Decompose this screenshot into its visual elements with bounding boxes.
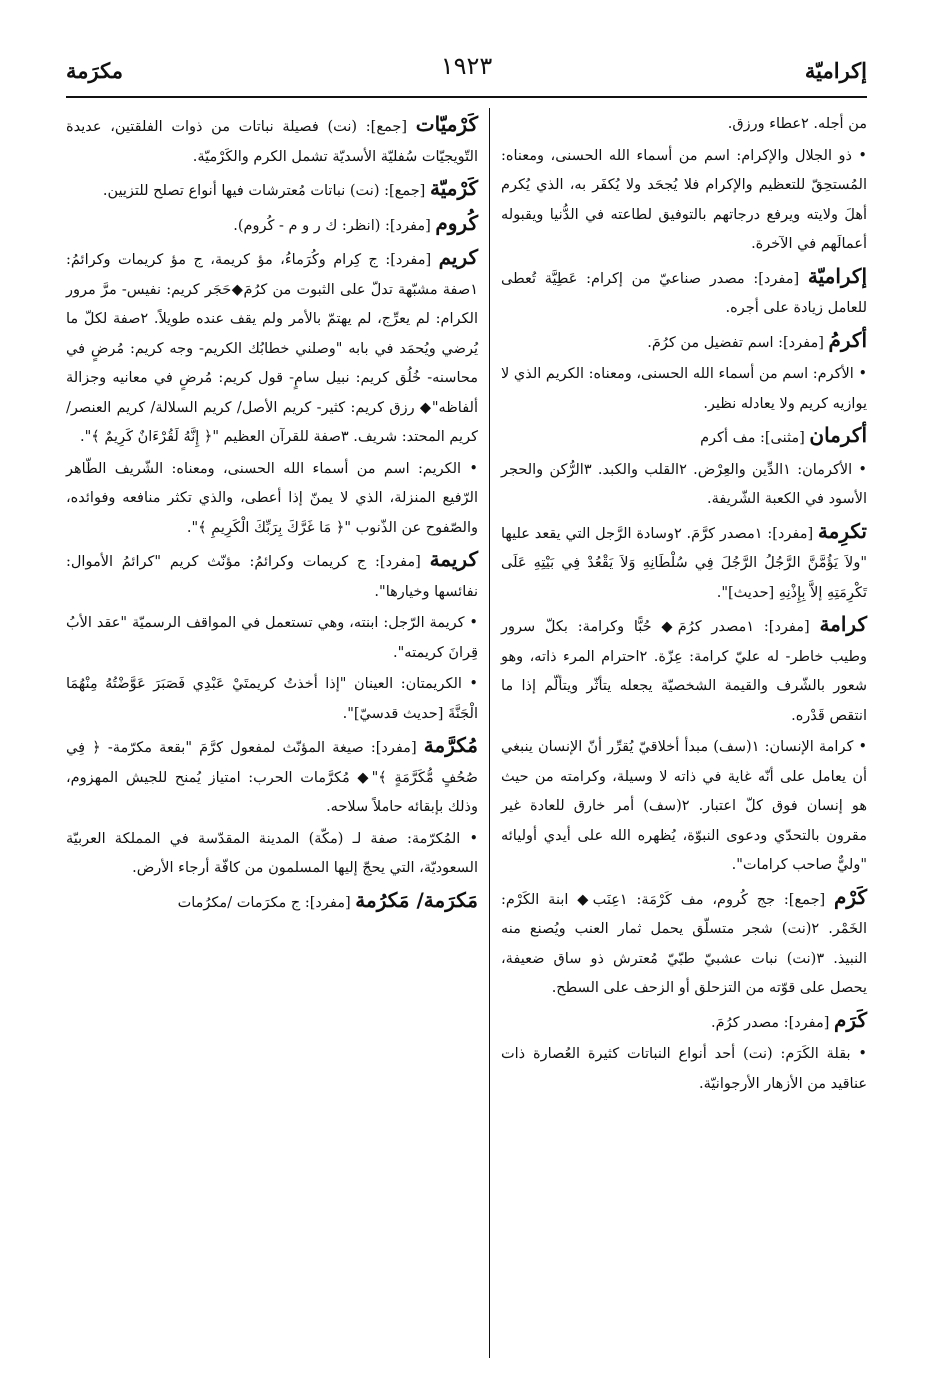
running-headword-last: مكرَمة	[66, 58, 123, 83]
page-number: ١٩٢٣	[440, 52, 493, 80]
entry	[501, 1006, 867, 1039]
entry	[66, 110, 478, 172]
entry	[66, 731, 478, 823]
entry-definition: [مفرد]: ج كريمات وكرائمُ: مؤنّث كريم "كرائمُ الأموال: نفائسها وخيارها".	[66, 554, 478, 600]
entry-lemma: كَرْميّة	[429, 176, 478, 200]
left-column	[66, 110, 478, 920]
entry	[501, 421, 867, 454]
sub-entry: • الكريم: اسم من أسماء الله الحسنى، ومعناه: الشّريف الطّاهر الرّفيع المنزلة، الذي لا يمنّ إذا أعطى، والذي تكثر منافعه وفوائده، والصّفوح عن الذّنوب "﴿ مَا غَرَّكَ بِرَبِّكَ الْكَرِيمِ ﴾".	[66, 460, 478, 536]
entry-definition: [مفرد]: ج كِرام وكُرَماءُ، مؤ كريمة، ج مؤ كريمات وكرائمُ: ١صفة مشبّهة تدلّ على الثبوت من كرُمَ◆حَجَر كريم: نفيس- مرَّ مرور الكرام: لم يعرِّج، لم يهتمّ بالأمر ولم يقف عنده طويلاً. ٢صفة لكلّ ما يُرضي ويُحمَد في بابه "وصلني خطابُك الكريم- وجه كريم: مُرضٍ في محاسنه- خُلُق كريم: نبيل سامٍ- قول كريم: مُرضٍ في معانيه وجزالة ألفاظه"◆ رزق كريم: كثير- كريم الأصل/ كريم السلالة/ كريم العنصر/ كريم المحتد: شريف. ٣صفة للقرآن العظيم "﴿ إِنَّهُ لَقُرْءَانٌ كَرِيمٌ ﴾".	[66, 252, 478, 445]
entry-definition: [مفرد]: ١مصدر كرَّمَ. ٢وسادة الرَّجل التي يقعد عليها "ولاَ يَؤُمَّنَّ الرَّجُلُ الرَّجُلَ فِي سُلْطَانِهِ وَلاَ يَقْعُدْ فِي بَيْتِهِ عَلَى تَكْرِمَتِهِ إلاَّ بِإِذْنِهِ [حديث]".	[501, 525, 867, 601]
entry-lemma: تكرِمة	[817, 518, 867, 543]
sub-entry: • بقلة الكَرَم: (نت) أحد أنواع النباتات كثيرة العُصارة ذات عناقيد من الأزهار الأرجوانيّة.	[501, 1046, 867, 1092]
entry-definition: [مفرد]: ١مصدر كرُمَ◆ حُبًّا وكرامة: بكلّ سرور وطيب خاطر- له عليّ كرامة: عِزّة. ٢احترام المرء ذاته، وهو شعور بالشّرف والقيمة الشخصيّة يجعله يتأثّر ويتألّم إذا ما انتقص قَدْره.	[501, 619, 867, 724]
entry	[66, 886, 478, 919]
entry-lemma: أكرمُ	[828, 327, 867, 352]
sub-entry: • كريمة الرّجل: ابنته، وهي تستعمل في المواقف الرسميّة "عقد الأبُ قِرانَ كريمته".	[66, 615, 478, 661]
column-divider	[489, 108, 490, 1358]
entry	[66, 209, 478, 242]
entry-lemma: أكرمان	[809, 423, 867, 447]
entry	[501, 883, 867, 1004]
header-rule	[66, 96, 867, 98]
entry-lemma: كرامة	[819, 612, 867, 636]
entry	[501, 610, 867, 731]
entry-definition: [مفرد]: مصدر كرُمَ.	[711, 1014, 835, 1031]
entry-lemma: كريم	[438, 245, 478, 269]
sub-entry: • الأكرم: اسم من أسماء الله الحسنى، ومعناه: الكريم الذي لا يوازيه كريم ولا يعادله نظير.	[501, 366, 867, 412]
page-header	[66, 52, 867, 92]
entry	[66, 545, 478, 607]
entry	[66, 243, 478, 453]
entry-definition: [مفرد]: مصدر صناعيّ من إكرام: عَطِيَّة تُعطى للعامل زيادة على أجره.	[501, 270, 867, 316]
entry-lemma: كُروم	[435, 210, 478, 235]
right-column	[501, 110, 867, 1101]
entry-definition: [جمع]: (نت) نباتات مُعترشات فيها أنواع تصلح للتزيين.	[102, 183, 430, 199]
sub-entry: • ذو الجلال والإكرام: اسم من أسماء الله الحسنى، ومعناه: المُستحِقّ للتعظيم والإكرام فلا يُجحَد ولا يُكفَر به، الذي يُكرم أهلَ ولايته ويرفع درجاتهم بالتوفيق لطاعته في الدُّنيا ويقبوله أعمالَهم في الآخرة.	[501, 147, 867, 252]
sub-entry: • الأكرمان: ١الدِّين والعِرْض. ٢القلب والكبد. ٣الرُّكن والحجر الأسود في الكعبة الشّريفة.	[501, 461, 867, 507]
entry-lemma: كَرَم	[834, 1007, 867, 1032]
sub-entry: • الكريمتان: العينان "إذا أخذتُ كريمتَيْ عَبْدِي فَصَبَرَ عَوَّضْتُهُ مِنْهُمَا الْجَنَّةَ [حديث قدسيّ]".	[66, 676, 478, 722]
entry-lemma: كَرْميّات	[415, 112, 478, 136]
entry-lemma: إكراميّة	[807, 263, 867, 288]
entry-lemma: مُكرَّمة	[423, 733, 478, 757]
entry-definition: [جمع]: جج كُروم، مف كَرْمَة: ١عِنَب◆ ابنة الكَرْم: الخَمْر. ٢(نت) شجر متسلّق يحمل ثمار العنب ويُصنع منه النبيذ. ٣(نت) نبات عشبيّ طبّيّ مُعترش ذو ساق ضعيفة، يحصل على قوّته من التزحلق أو الزحف على السطح.	[501, 891, 868, 996]
entry	[501, 326, 867, 359]
entry-lemma: كَرْم	[834, 884, 867, 909]
sub-entry: • المُكرّمة: صفة لـ (مكّة) المدينة المقدّسة في المملكة العربيّة السعوديّة، التي يحجّ إليها المسلمون من كافّة أرجاء الأرض.	[66, 830, 478, 876]
entry-definition: [مفرد]: صيغة المؤنّث لمفعول كرَّمَ "بقعة مكرّمة- ﴿ فِي صُحُفٍ مُّكَرَّمَةٍ ﴾"◆ مُكرَّمات الحرب: امتياز يُمنح للجيش المهزوم، وذلك بإبقائه حاملاً سلاحه.	[66, 740, 478, 815]
entry-lemma: مَكرَمة/ مَكرُمة	[355, 887, 478, 912]
entry-definition: [مفرد]: (انظر: ك ر و م - كُروم).	[233, 217, 436, 234]
entry-definition: [مثنى]: مف أكرم	[700, 430, 810, 446]
continuation-text: من أجله. ٢عطاء ورزق.	[727, 116, 867, 132]
entry-definition: [جمع]: (نت) فصيلة نباتات من ذوات الفلقتين، عديدة التّويجيّات سُفليّة الأسديّة تشمل الكرم والكَرْميّة.	[66, 119, 478, 165]
running-headword-first: إكراميّة	[804, 58, 867, 83]
sub-entry: • كرامة الإنسان: ١(سف) مبدأ أخلاقيّ يُقرِّر أنّ الإنسان ينبغي أن يعامل على أنّه غاية في ذاته لا وسيلة، وكرامته من حيث هو إنسان فوق كلّ اعتبار. ٢(سف) أمر خارق للعادة غير مقرون بالتحدّي ودعوى النبوّة، يُظهره الله على أيدي أوليائه "وليٌّ صاحب كرامات".	[501, 739, 868, 873]
entry-definition: [مفرد]: اسم تفضيل من كرُمَ.	[647, 334, 829, 351]
entry-lemma: كريمة	[429, 547, 478, 571]
entry	[501, 262, 867, 324]
entry-definition: [مفرد]: ج مكرَمات /مكرُمات	[177, 894, 356, 911]
entry	[501, 517, 867, 609]
entry	[66, 174, 478, 207]
